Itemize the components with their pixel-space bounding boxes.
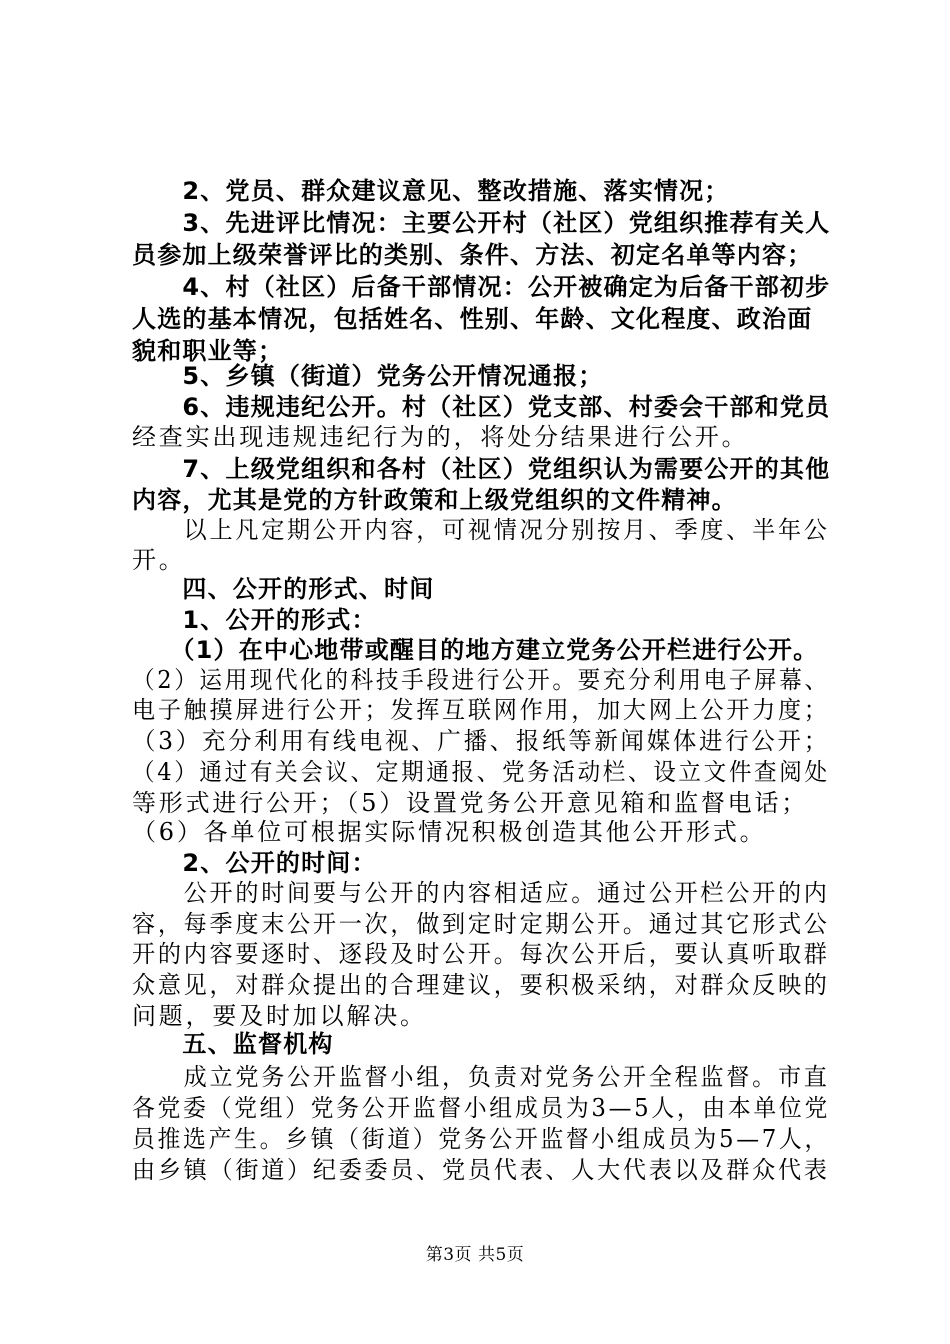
- paragraph-item-5: 5、乡镇（街道）党务公开情况通报；: [132, 362, 604, 390]
- paragraph-item-6-line-2: 经查实出现违规违纪行为的，将处分结果进行公开。: [132, 423, 749, 451]
- form-item-6: （6）各单位可根据实际情况积极创造其他公开形式。: [132, 818, 767, 846]
- time-paragraph-line-2: 容，每季度末公开一次，做到定时定期公开。通过其它形式公: [132, 910, 830, 938]
- paragraph-item-4-line-3: 貌和职业等；: [132, 337, 284, 365]
- time-paragraph-line-1: 公开的时间要与公开的内容相适应。通过公开栏公开的内: [132, 879, 830, 907]
- paragraph-item-7-line-2: 内容，尤其是党的方针政策和上级党组织的文件精神。: [132, 486, 737, 514]
- subheading-form: 1、公开的形式：: [132, 606, 377, 634]
- time-paragraph-line-4: 众意见，对群众提出的合理建议，要积极采纳，对群众反映的: [132, 971, 830, 999]
- section-heading-5: 五、监督机构: [132, 1030, 334, 1058]
- paragraph-periodic-line-2: 开。: [132, 546, 186, 574]
- paragraph-item-6-line-1: 6、违规违纪公开。村（社区）党支部、村委会干部和党员: [132, 393, 831, 421]
- form-item-2-line-1: （2）运用现代化的科技手段进行公开。要充分利用电子屏幕、: [132, 666, 830, 694]
- form-item-2-line-2: 电子触摸屏进行公开；发挥互联网作用，加大网上公开力度；: [132, 696, 830, 724]
- paragraph-item-3-line-1: 3、先进评比情况：主要公开村（社区）党组织推荐有关人: [132, 209, 831, 237]
- paragraph-item-2: 2、党员、群众建议意见、整改措施、落实情况；: [132, 177, 730, 205]
- paragraph-item-4-line-2: 人选的基本情况，包括姓名、性别、年龄、文化程度、政治面: [132, 305, 813, 333]
- time-paragraph-line-3: 开的内容要逐时、逐段及时公开。每次公开后，要认真听取群: [132, 940, 830, 968]
- paragraph-item-3-line-2: 员参加上级荣誉评比的类别、条件、方法、初定名单等内容；: [132, 241, 813, 269]
- form-item-4-line-1: （4）通过有关会议、定期通报、党务活动栏、设立文件查阅处: [132, 758, 830, 786]
- subheading-time: 2、公开的时间：: [132, 849, 377, 877]
- paragraph-periodic-line-1: 以上凡定期公开内容，可视情况分别按月、季度、半年公: [132, 516, 830, 544]
- page-footer: 第3页 共5页: [425, 1245, 525, 1265]
- supervision-line-2: 各党委（党组）党务公开监督小组成员为3—5人，由本单位党: [132, 1094, 830, 1122]
- paragraph-item-4-line-1: 4、村（社区）后备干部情况：公开被确定为后备干部初步: [132, 273, 831, 301]
- supervision-line-3: 员推选产生。乡镇（街道）党务公开监督小组成员为5—7人，: [132, 1125, 830, 1153]
- form-item-3: （3）充分利用有线电视、广播、报纸等新闻媒体进行公开；: [132, 727, 830, 755]
- supervision-line-4: 由乡镇（街道）纪委委员、党员代表、人大代表以及群众代表: [132, 1156, 830, 1184]
- form-item-1: （1）在中心地带或醒目的地方建立党务公开栏进行公开。: [132, 636, 819, 664]
- paragraph-item-7-line-1: 7、上级党组织和各村（社区）党组织认为需要公开的其他: [132, 455, 831, 483]
- section-heading-4: 四、公开的形式、时间: [132, 575, 435, 603]
- form-item-4-line-2: 等形式进行公开；（5）设置党务公开意见箱和监督电话；: [132, 789, 809, 817]
- time-paragraph-line-5: 问题，要及时加以解决。: [132, 1002, 427, 1030]
- supervision-line-1: 成立党务公开监督小组，负责对党务公开全程监督。市直: [132, 1063, 830, 1091]
